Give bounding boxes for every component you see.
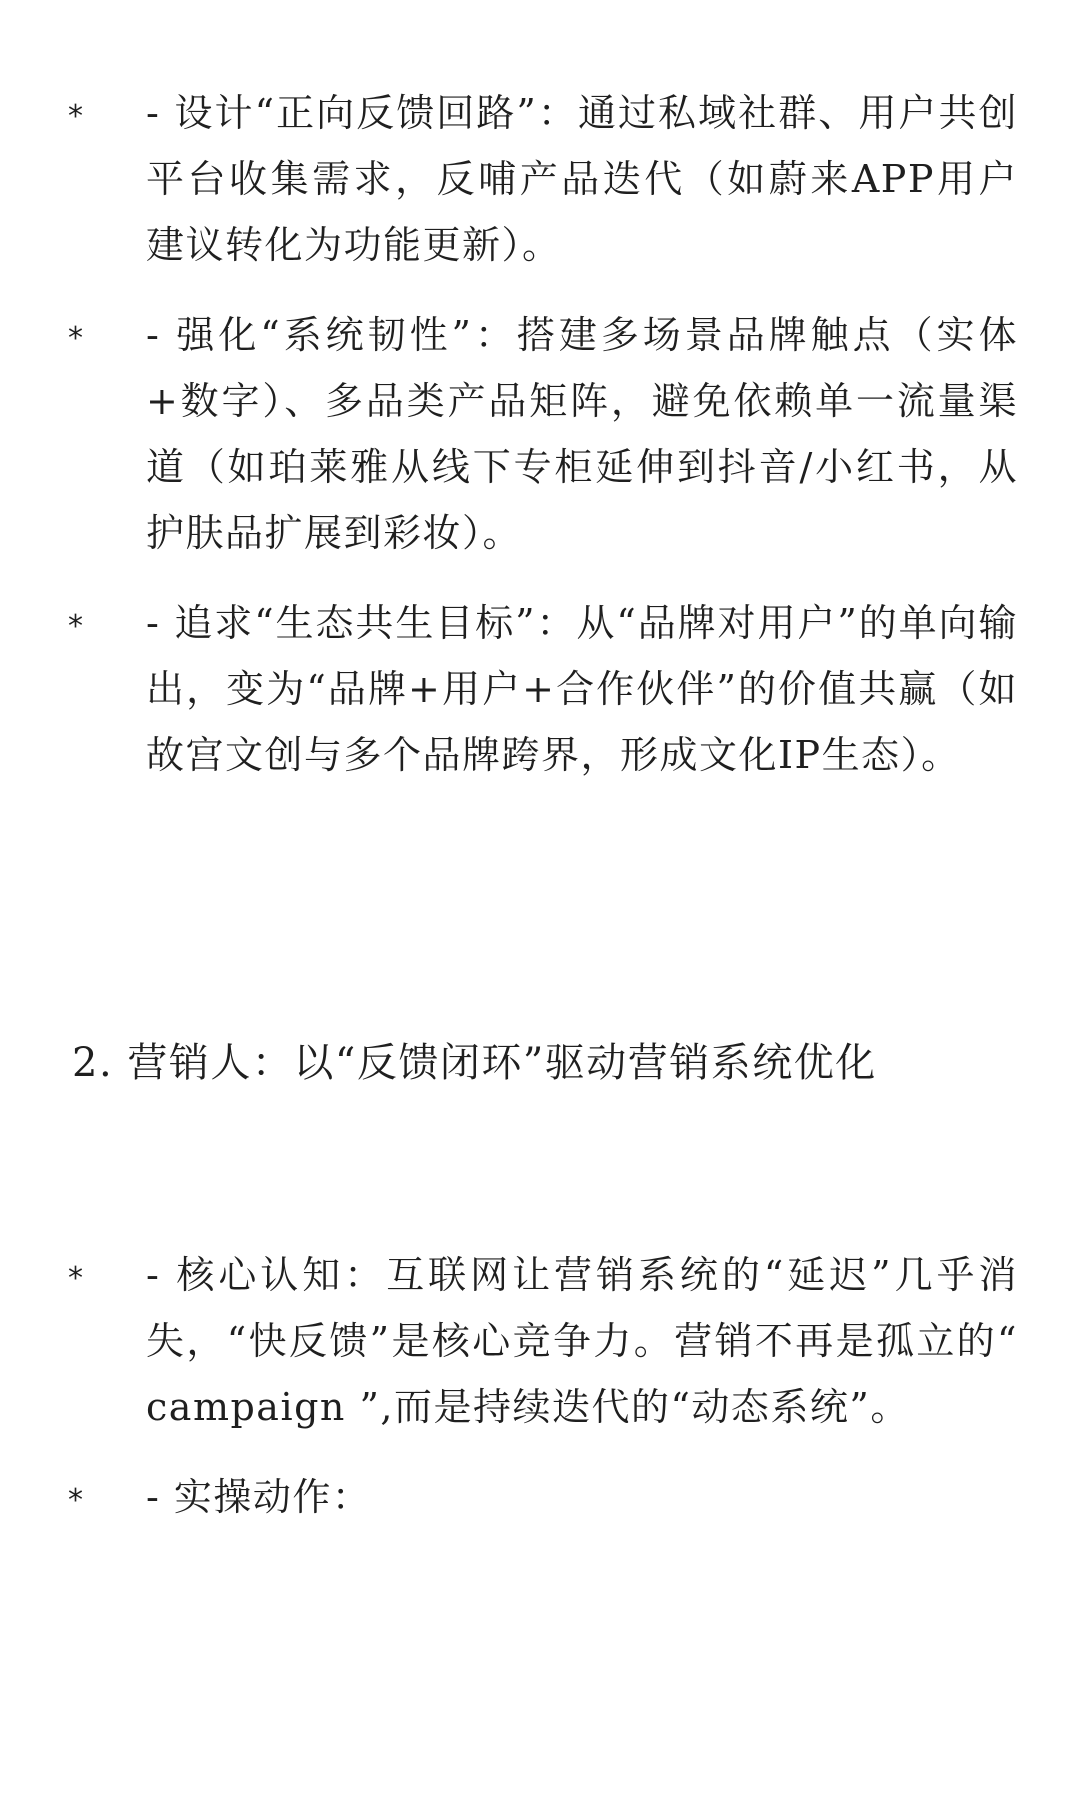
- bullet-list-strategies: [68, 80, 1018, 812]
- bullet-text: - 实操动作：: [146, 1475, 372, 1519]
- bullet-item-core-cognition: [68, 1242, 1018, 1440]
- bullet-asterisk-icon: *: [68, 321, 85, 356]
- bullet-asterisk-icon: *: [68, 1483, 85, 1518]
- bullet-item-ecosystem-goal: [68, 590, 1018, 788]
- bullet-item-system-resilience: [68, 302, 1018, 566]
- bullet-text: - 追求“生态共生目标”：从“品牌对用户”的单向输出，变为“品牌+用户+合作伙伴”的价值共赢（如故宫文创与多个品牌跨界，形成文化IP生态）。: [146, 601, 1018, 777]
- section-heading-marketers: 2. 营销人：以“反馈闭环”驱动营销系统优化: [72, 1040, 877, 1086]
- bullet-text: - 强化“系统韧性”：搭建多场景品牌触点（实体+数字）、多品类产品矩阵，避免依赖单一流量渠道（如珀莱雅从线下专柜延伸到抖音/小红书，从护肤品扩展到彩妆）。: [146, 313, 1018, 555]
- bullet-asterisk-icon: *: [68, 609, 85, 644]
- bullet-text: - 核心认知：互联网让营销系统的“延迟”几乎消失，“快反馈”是核心竞争力。营销不再是孤立的“ campaign ”,而是持续迭代的“动态系统”。: [146, 1253, 1018, 1429]
- bullet-item-practical-actions: [68, 1464, 1018, 1530]
- bullet-asterisk-icon: *: [68, 1261, 85, 1296]
- bullet-item-positive-feedback-loop: [68, 80, 1018, 278]
- bullet-asterisk-icon: *: [68, 99, 85, 134]
- bullet-list-marketers: [68, 1242, 1018, 1554]
- bullet-text: - 设计“正向反馈回路”：通过私域社群、用户共创平台收集需求，反哺产品迭代（如蔚来APP用户建议转化为功能更新）。: [146, 91, 1018, 267]
